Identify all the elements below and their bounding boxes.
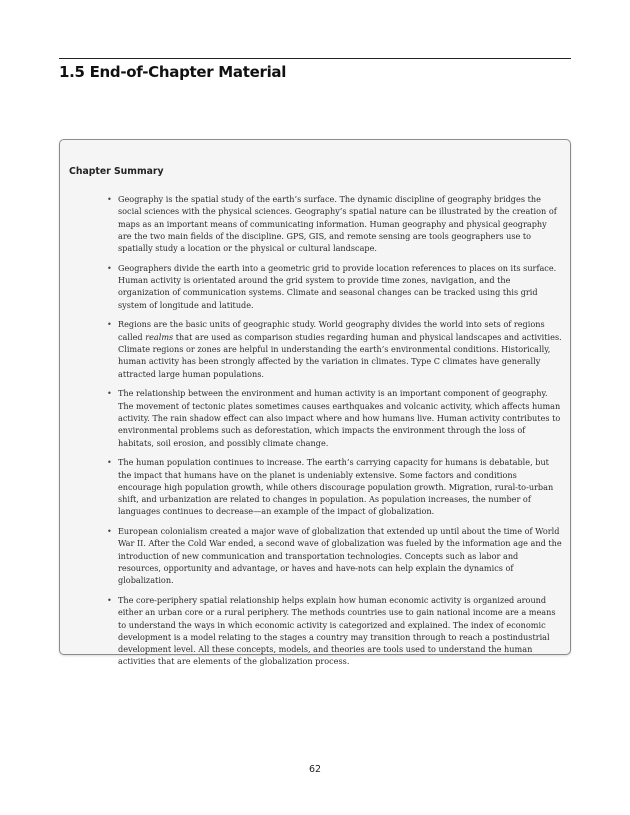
summary-item-core-periphery: • The core-periphery spatial relationship helps explain how human economic activity is organized around either an urban core or a rural periphery. The methods countries use to gain national income are a means to understand the ways in which economic activity is categorized and explained. The index of economic development is a model relating to the stages a country may transition through to reach a postindustrial development level. All these concepts, models, and theories are tools used to understand the human activities that are elements of the globalization process. [118,594,562,668]
top-rule [59,58,571,59]
chapter-summary-box [59,139,571,667]
summary-item-regions-text-before: Regions are the basic units of geographic study. World geography divides the world into sets of regions called [118,319,545,342]
page-number: 62 [308,764,322,775]
section-title: 1.5 End-of-Chapter Material [59,63,287,81]
summary-item-regions-text-after: that are used as comparison studies regarding human and physical landscapes and activities. Climate regions or zones are helpful in understanding the earth’s environmental conditions. Historically, human activity has been strongly affected by the variation in climates. Type C climates have generally attracted large human populations. [118,331,562,379]
summary-item-grid: • Geographers divide the earth into a geometric grid to provide location references to places on its surface. Human activity is orientated around the grid system to provide time zones, navigation, and the organization of communication systems. Climate and seasonal changes can be tracked using this grid system of longitude and latitude. [118,262,562,311]
summary-item-regions-emphasis: realms [145,331,174,342]
summary-item-environment: • The relationship between the environment and human activity is an important component of geography. The movement of tectonic plates sometimes causes earthquakes and volcanic activity, which affects human activity. The rain shadow effect can also impact where and how humans live. Human activity contributes to environmental problems such as deforestation, which impacts the environment through the loss of habitats, soil erosion, and possibly climate change. [118,387,562,448]
summary-item-colonialism: • European colonialism created a major wave of globalization that extended up until about the time of World War II. After the Cold War ended, a second wave of globalization was fueled by the information age and the introduction of new communication and transportation technologies. Concepts such as labor and resources, opportunity and advantage, or haves and have-nots can help explain the dynamics of globalization. [118,525,562,586]
chapter-summary-title: Chapter Summary [69,166,164,177]
summary-item-geography: • Geography is the spatial study of the earth’s surface. The dynamic discipline of geography bridges the social sciences with the physical sciences. Geography’s spatial nature can be illustrated by the creation of maps as an important means of communicating information. Human geography and physical geography are the two main fields of the discipline. GPS, GIS, and remote sensing are tools geographers use to spatially study a location or the physical or cultural landscape. [118,193,562,254]
summary-item-regions [118,318,562,379]
chapter-summary-list [118,193,562,675]
summary-item-population: • The human population continues to increase. The earth’s carrying capacity for humans is debatable, but the impact that humans have on the planet is undeniably extensive. Some factors and conditions encourage high population growth, while others discourage population growth. Migration, rural-to-urban shift, and urbanization are related to changes in population. As population increases, the number of languages continues to decrease—an example of the impact of globalization. [118,456,562,517]
